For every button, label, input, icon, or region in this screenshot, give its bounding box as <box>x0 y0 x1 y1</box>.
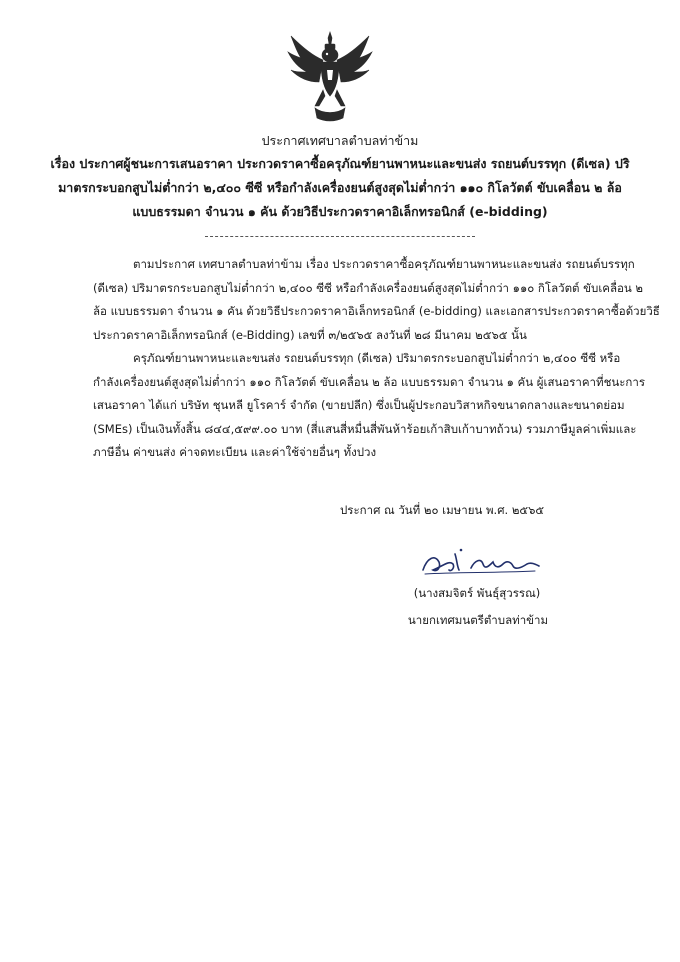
subject-line: มาตรกระบอกสูบไม่ต่ำกว่า ๒,๔๐๐ ซีซี หรือกำลังเครื่องยนต์สูงสุดไม่ต่ำกว่า ๑๑๐ กิโลวัตต์ ขับเคลื่อน ๒ ล้อ <box>58 180 622 195</box>
handwritten-signature-icon <box>415 540 545 582</box>
body-line: ประกวดราคาอิเล็กทรอนิกส์ (e-Bidding) เลขที่ ๓/๒๕๖๕ ลงวันที่ ๒๘ มีนาคม ๒๕๖๕ นั้น <box>93 327 527 342</box>
issuer-title: ประกาศเทศบาลตำบลท่าข้าม <box>261 133 419 148</box>
body-line: ภาษีอื่น ค่าขนส่ง ค่าจดทะเบียน และค่าใช้จ่ายอื่นๆ ทั้งปวง <box>93 445 377 460</box>
announcement-date: ประกาศ ณ วันที่ ๒๐ เมษายน พ.ศ. ๒๕๖๕ <box>340 503 545 517</box>
body-line: (SMEs) เป็นเงินทั้งสิ้น ๘๔๔,๕๙๙.๐๐ บาท (สี่แสนสี่หมื่นสี่พันห้าร้อยเก้าสิบเก้าบาทถ้วน) รวมภาษีมูลค่าเพิ่มและ <box>93 421 637 436</box>
body-line: กำลังเครื่องยนต์สูงสุดไม่ต่ำกว่า ๑๑๐ กิโลวัตต์ ขับเคลื่อน ๒ ล้อ แบบธรรมดา จำนวน ๑ คัน ผู้เสนอราคาที่ชนะการ <box>93 374 646 389</box>
body-line: ตามประกาศ เทศบาลตำบลท่าข้าม เรื่อง ประกวดราคาซื้อครุภัณฑ์ยานพาหนะและขนส่ง รถยนต์บรรทุก <box>133 257 635 271</box>
body-line: ล้อ แบบธรรมดา จำนวน ๑ คัน ด้วยวิธีประกวดราคาอิเล็กทรอนิกส์ (e-bidding) และเอกสารประกวดราคาซื้อด้วยวิธี <box>93 304 660 319</box>
subject-line: เรื่อง ประกาศผู้ชนะการเสนอราคา ประกวดราคาซื้อครุภัณฑ์ยานพาหนะและขนส่ง รถยนต์บรรทุก (ดีเซล) ปริ <box>50 156 630 171</box>
paragraph-winner <box>93 347 646 465</box>
signer-title: นายกเทศมนตรีตำบลท่าข้าม <box>407 613 549 627</box>
subject-line: แบบธรรมดา จำนวน ๑ คัน ด้วยวิธีประกวดราคาอิเล็กทรอนิกส์ (e-bidding) <box>132 204 548 219</box>
body-line: เสนอราคา ได้แก่ บริษัท ชุนหลี ยูโรคาร์ จำกัด (ขายปลีก) ซึ่งเป็นผู้ประกอบวิสาหกิจขนาดกลางและขนาดย่อม <box>93 398 625 413</box>
garuda-emblem-icon <box>285 30 375 122</box>
paragraph-reference <box>93 253 660 347</box>
dashed-divider <box>205 236 475 237</box>
announcement-subject <box>40 152 640 224</box>
signer-name: (นางสมจิตร์ พันธุ์สุวรรณ) <box>413 586 541 600</box>
body-line: ครุภัณฑ์ยานพาหนะและขนส่ง รถยนต์บรรทุก (ดีเซล) ปริมาตรกระบอกสูบไม่ต่ำกว่า ๒,๔๐๐ ซีซี หรือ <box>133 351 621 365</box>
body-line: (ดีเซล) ปริมาตรกระบอกสูบไม่ต่ำกว่า ๒,๔๐๐ ซีซี หรือกำลังเครื่องยนต์สูงสุดไม่ต่ำกว่า ๑๑๐ กิโลวัตต์ ขับเคลื่อน ๒ <box>93 280 643 295</box>
